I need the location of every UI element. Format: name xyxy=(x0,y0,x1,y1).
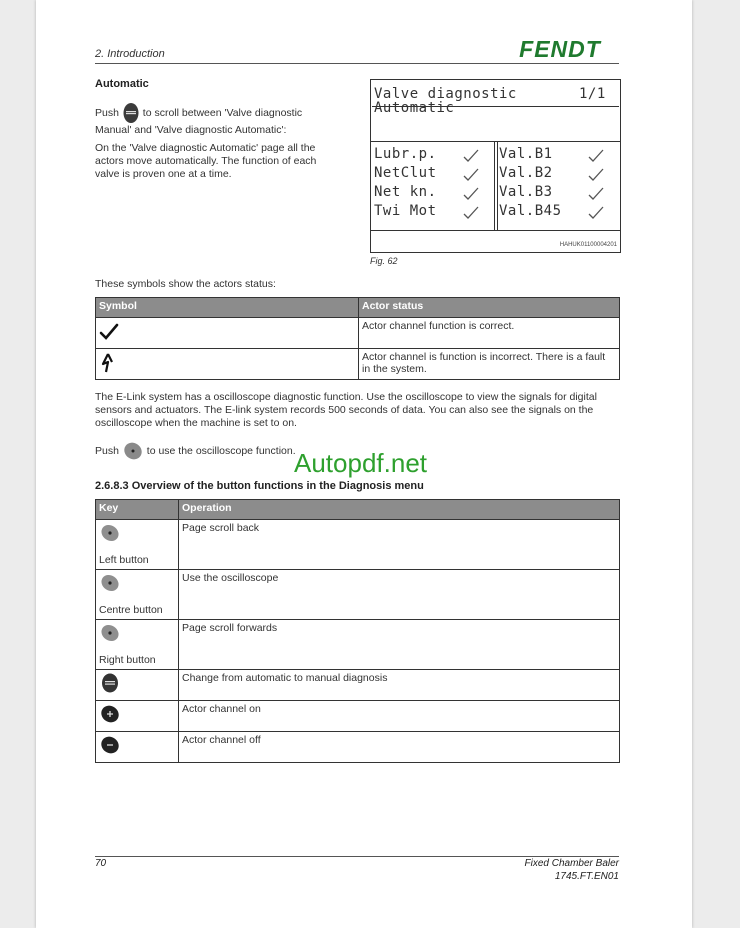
operation-cell: Use the oscilloscope xyxy=(179,570,620,620)
fendt-menu-button-icon xyxy=(122,102,140,124)
key-cell xyxy=(96,570,179,620)
check-icon xyxy=(463,187,479,201)
lcd-item-label: Val.B45 xyxy=(499,203,562,219)
header-symbol: Symbol xyxy=(96,298,359,318)
operation-cell: Actor channel off xyxy=(179,732,620,763)
lcd-hline xyxy=(371,141,620,142)
key-cell xyxy=(96,520,179,570)
table-row xyxy=(96,349,620,380)
actor-status-table xyxy=(95,297,620,380)
section-heading: 2.6.8.3 Overview of the button functions in the Diagnosis menu xyxy=(95,480,424,492)
right-button-icon xyxy=(99,622,121,644)
plus-button-icon xyxy=(99,703,121,725)
header-key: Key xyxy=(96,500,179,520)
lightning-fault-icon xyxy=(99,353,117,373)
centre-button-icon xyxy=(99,572,121,594)
valve-diagnostic-figure xyxy=(370,79,621,253)
lcd-item-label: Val.B3 xyxy=(499,184,553,200)
symbol-cell xyxy=(96,349,359,380)
key-cell xyxy=(96,732,179,763)
lcd-item-label: Val.B1 xyxy=(499,146,553,162)
operation-cell: Page scroll back xyxy=(179,520,620,570)
checkmark-icon xyxy=(99,323,119,341)
check-icon xyxy=(463,168,479,182)
figure-caption: Fig. 62 xyxy=(370,256,398,266)
operation-cell: Change from automatic to manual diagnosis xyxy=(179,670,620,701)
push-text: Push xyxy=(95,106,119,119)
status-cell: Actor channel is function is incorrect. There is a fault in the system. xyxy=(359,349,620,380)
minus-button-icon xyxy=(99,734,121,756)
footer-rule xyxy=(95,856,619,857)
table-row xyxy=(96,732,620,763)
lcd-mode: Automatic xyxy=(374,100,455,116)
check-icon xyxy=(463,206,479,220)
lcd-page: 1/1 xyxy=(579,86,606,102)
footer-product: Fixed Chamber Baler xyxy=(524,858,619,869)
fendt-menu-button-icon xyxy=(99,672,121,694)
watermark: Autopdf.net xyxy=(294,448,427,478)
status-table-header xyxy=(96,298,620,318)
left-button-icon xyxy=(99,522,121,544)
lcd-item-label: Lubr.p. xyxy=(374,146,437,162)
push-oscilloscope xyxy=(95,440,296,462)
header-actor-status: Actor status xyxy=(359,298,620,318)
lcd-item-label: Net kn. xyxy=(374,184,437,200)
operation-cell: Page scroll forwards xyxy=(179,620,620,670)
page-number: 70 xyxy=(95,858,107,869)
lcd-vline-a xyxy=(494,142,495,230)
table-row xyxy=(96,570,620,620)
lcd-vline-b xyxy=(497,142,498,230)
chapter-title: 2. Introduction xyxy=(95,48,165,60)
symbols-intro: These symbols show the actors status: xyxy=(95,278,276,290)
automatic-heading: Automatic xyxy=(95,78,149,90)
automatic-para2: On the 'Valve diagnostic Automatic' page all the actors move automatically. The function of each valve is proven one at a time. xyxy=(95,142,317,180)
key-label: Centre button xyxy=(99,604,163,616)
table-row xyxy=(96,670,620,701)
table-row xyxy=(96,520,620,570)
check-icon xyxy=(588,187,604,201)
footer-code: 1745.FT.EN01 xyxy=(554,871,619,882)
oscilloscope-text: to use the oscilloscope function. xyxy=(146,444,296,457)
symbol-cell xyxy=(96,318,359,349)
check-icon xyxy=(588,149,604,163)
button-functions-table xyxy=(95,499,620,763)
table-row xyxy=(96,318,620,349)
key-cell xyxy=(96,620,179,670)
header-rule xyxy=(95,63,619,64)
lcd-item-label: Twi Mot xyxy=(374,203,437,219)
fendt-logo-text: FENDT xyxy=(519,38,601,60)
table-row xyxy=(96,620,620,670)
centre-button-icon xyxy=(122,440,144,462)
lcd-item-label: NetClut xyxy=(374,165,437,181)
key-label: Right button xyxy=(99,654,156,666)
lcd-bottom-line xyxy=(371,230,620,231)
elink-paragraph: The E-Link system has a oscilloscope diagnostic function. Use the oscilloscope to view the signals for digital sensors and actuators. The E-link system records 500 seconds of data. You can also see the signals on the oscilloscope when the machine is set to on. xyxy=(95,391,597,429)
check-icon xyxy=(588,206,604,220)
operation-cell: Actor channel on xyxy=(179,701,620,732)
status-cell: Actor channel function is correct. xyxy=(359,318,620,349)
fendt-logo xyxy=(501,38,619,60)
key-label: Left button xyxy=(99,554,149,566)
lcd-item-label: Val.B2 xyxy=(499,165,553,181)
key-cell xyxy=(96,670,179,701)
check-icon xyxy=(463,149,479,163)
check-icon xyxy=(588,168,604,182)
document-page xyxy=(36,0,692,928)
automatic-para1 xyxy=(95,102,320,137)
key-cell xyxy=(96,701,179,732)
button-table-header xyxy=(96,500,620,520)
lcd-title: Valve diagnostic xyxy=(374,86,517,102)
header-operation: Operation xyxy=(179,500,620,520)
table-row xyxy=(96,701,620,732)
push-text: Push xyxy=(95,444,119,457)
figure-code: HAHUK01100004201 xyxy=(559,242,617,248)
scroll-text: to scroll between 'Valve diagnostic Manual' and 'Valve diagnostic Automatic': xyxy=(95,106,303,136)
